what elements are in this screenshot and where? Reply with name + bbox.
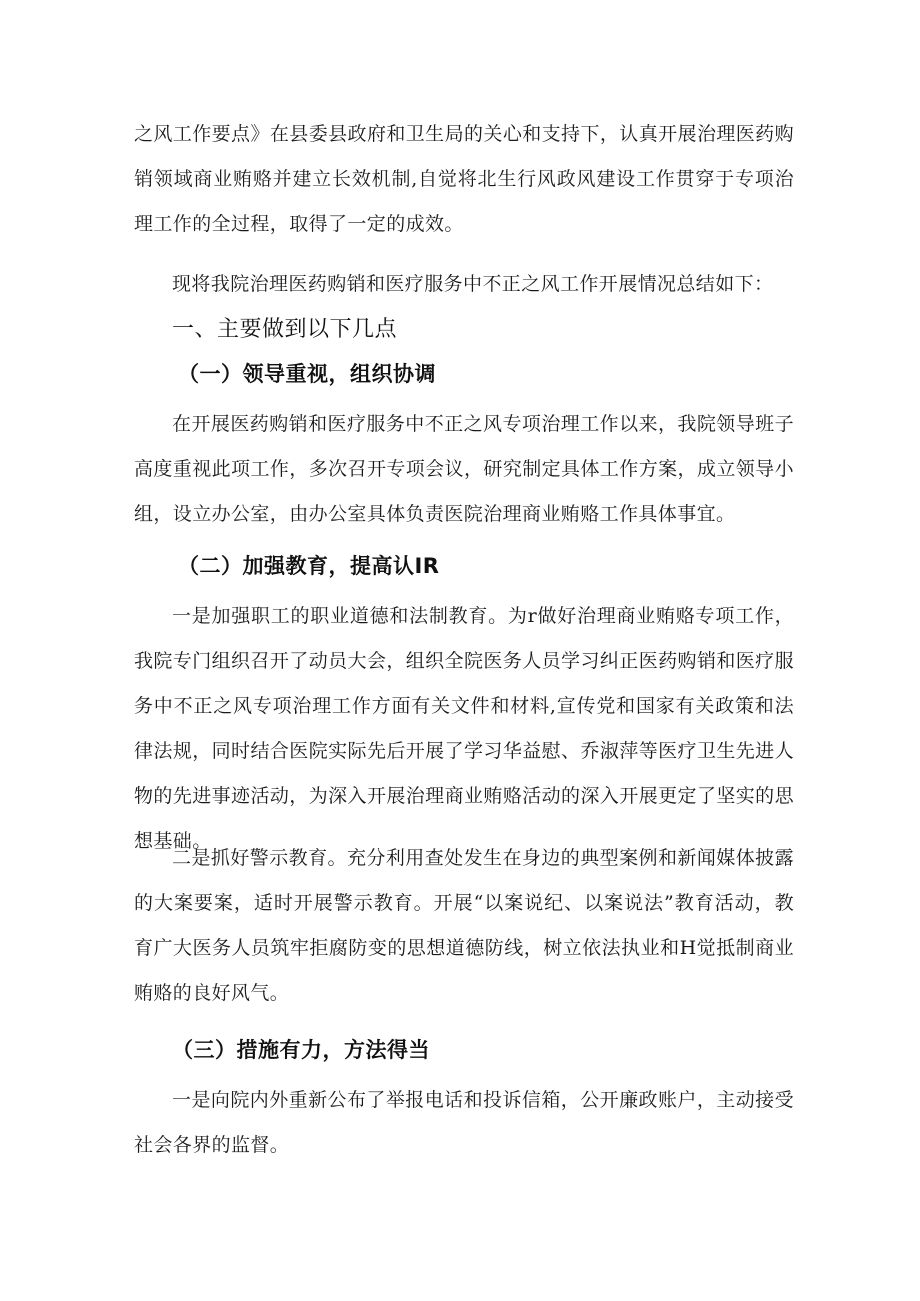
paragraph-summary: 现将我院治理医药购销和医疗服务中不正之风工作开展情况总结如下： <box>172 273 774 295</box>
section-1-title: 一、主要做到以下几点 <box>172 317 398 342</box>
subsection-2-paragraph-2: 二是抓好警示教育。充分利用查处发生在身边的典型案例和新闻媒体披露的大案要案，适时开展警示教育。开展“以案说纪、以案说法”教育活动，教育广大医务人员筑牢拒腐防变的思想道德防线，树立依法执业和H觉抵制商业贿赂的良好风气。 <box>134 847 794 1004</box>
subsection-1-title: （一）领导重视，组织协调 <box>178 362 436 386</box>
subsection-3-title: （三）措施有力，方法得当 <box>172 1038 430 1062</box>
subsection-1-text: 在开展医药购销和医疗服务中不正之风专项治理工作以来，我院领导班子高度重视此项工作，多次召开专项会议，研究制定具体工作方案，成立领导小组，设立办公室，由办公室具体负责医院治理商业贿赂工作具体事宜。 <box>134 413 794 525</box>
paragraph-intro: 之风工作要点》在县委县政府和卫生局的关心和支持下，认真开展治理医药购销领域商业贿赂并建立长效机制,自觉将北生行风政风建设工作贯穿于专项治理工作的全过程，取得了一定的成效。 <box>134 123 794 235</box>
subsection-2-title: （二）加强教育，提高认IR <box>178 554 440 578</box>
subsection-2-paragraph-1: 一是加强职工的职业道德和法制教育。为r做好治理商业贿赂专项工作，我院专门组织召开了动员大会，组织全院医务人员学习纠正医药购销和医疗服务中不正之风专项治理工作方面有关文件和材料,宣传党和国家有关政策和法律法规，同时结合医院实际先后开展了学习华益慰、乔淑萍等医疗卫生先进人物的先进事迹活动，为深入开展治理商业贿赂活动的深入开展更定了坚实的思想基础。 <box>134 605 794 852</box>
subsection-3-paragraph-1: 一是向院内外重新公布了举报电话和投诉信箱，公开廉政账户，主动接受社会各界的监督。 <box>134 1089 794 1156</box>
